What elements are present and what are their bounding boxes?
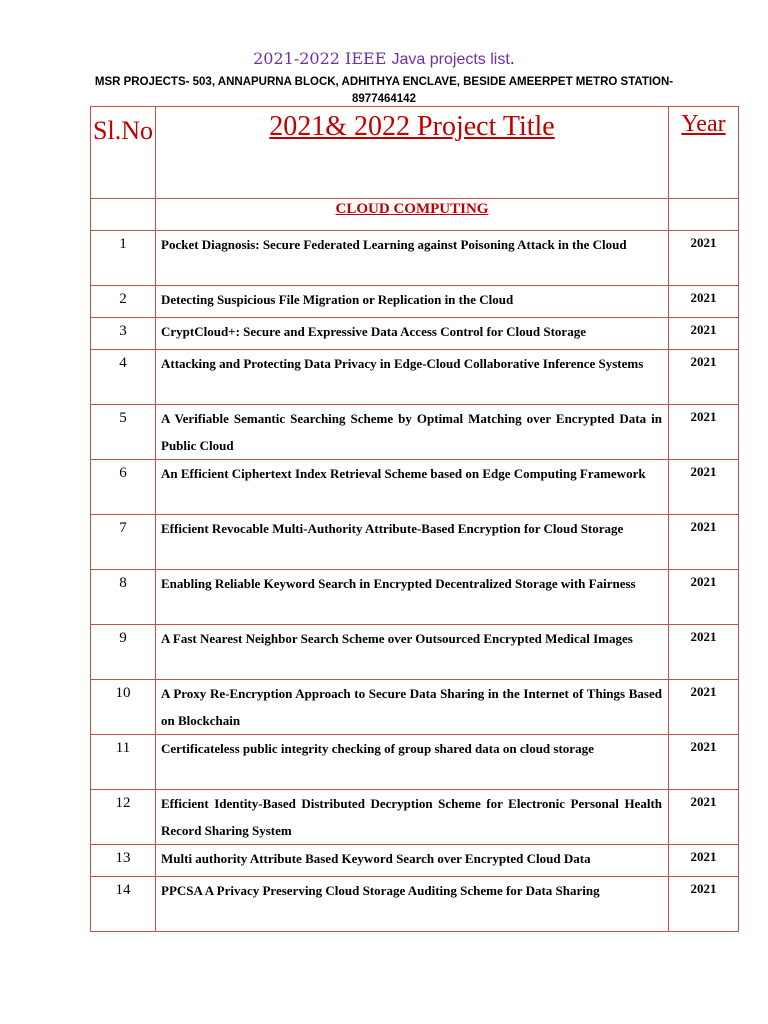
section-empty-cell [91,199,156,231]
row-year: 2021 [669,625,739,680]
row-project-title: Efficient Identity-Based Distributed Decryption Scheme for Electronic Personal Health Record Sharing System [156,790,669,845]
row-serial-number: 3 [91,318,156,350]
column-header-year-text: Year [681,111,726,137]
title-suffix-text: Java projects list [391,51,510,68]
row-serial-number: 10 [91,680,156,735]
row-project-title: Attacking and Protecting Data Privacy in Edge-Cloud Collaborative Inference Systems [156,350,669,405]
row-project-title: Detecting Suspicious File Migration or Replication in the Cloud [156,286,669,318]
section-row [91,199,739,231]
column-header-title [156,107,669,199]
row-year: 2021 [669,570,739,625]
row-year: 2021 [669,515,739,570]
row-serial-number: 2 [91,286,156,318]
title-dot: . [509,49,515,68]
section-heading: CLOUD COMPUTING [156,199,669,231]
row-year: 2021 [669,735,739,790]
column-header-title-text: 2021& 2022 Project Title [269,111,555,142]
column-header-year [669,107,739,199]
row-project-title: PPCSA A Privacy Preserving Cloud Storage Auditing Scheme for Data Sharing [156,877,669,932]
row-year: 2021 [669,350,739,405]
address-line: MSR PROJECTS- 503, ANNAPURNA BLOCK, ADHITHYA ENCLAVE, BESIDE AMEERPET METRO STATION- 8977464142 [94,76,674,105]
table-row [91,735,739,790]
row-year: 2021 [669,460,739,515]
row-year: 2021 [669,231,739,286]
table-row [91,460,739,515]
document-title [0,50,768,69]
row-project-title: A Fast Nearest Neighbor Search Scheme over Outsourced Encrypted Medical Images [156,625,669,680]
row-serial-number: 11 [91,735,156,790]
row-serial-number: 4 [91,350,156,405]
row-serial-number: 1 [91,231,156,286]
row-year: 2021 [669,405,739,460]
projects-table [90,106,739,932]
row-year: 2021 [669,790,739,845]
table-row [91,350,739,405]
row-serial-number: 8 [91,570,156,625]
row-serial-number: 5 [91,405,156,460]
table-header-row [91,107,739,199]
row-project-title: Efficient Revocable Multi-Authority Attribute-Based Encryption for Cloud Storage [156,515,669,570]
row-project-title: CryptCloud+: Secure and Expressive Data Access Control for Cloud Storage [156,318,669,350]
table-row [91,790,739,845]
row-serial-number: 9 [91,625,156,680]
table-row [91,318,739,350]
row-project-title: An Efficient Ciphertext Index Retrieval Scheme based on Edge Computing Framework [156,460,669,515]
table-row [91,231,739,286]
column-header-slno: Sl.No [91,107,156,199]
table-row [91,570,739,625]
row-year: 2021 [669,318,739,350]
table-row [91,680,739,735]
table-row [91,845,739,877]
row-year: 2021 [669,845,739,877]
table-row [91,286,739,318]
row-serial-number: 12 [91,790,156,845]
row-year: 2021 [669,286,739,318]
table-row [91,625,739,680]
row-project-title: Pocket Diagnosis: Secure Federated Learning against Poisoning Attack in the Cloud [156,231,669,286]
row-serial-number: 6 [91,460,156,515]
table-row [91,877,739,932]
row-year: 2021 [669,680,739,735]
row-serial-number: 13 [91,845,156,877]
row-project-title: A Verifiable Semantic Searching Scheme by Optimal Matching over Encrypted Data in Public Cloud [156,405,669,460]
section-empty-cell [669,199,739,231]
table-row [91,405,739,460]
row-project-title: Multi authority Attribute Based Keyword Search over Encrypted Cloud Data [156,845,669,877]
table-row [91,515,739,570]
row-project-title: Certificateless public integrity checking of group shared data on cloud storage [156,735,669,790]
title-year-text: 2021-2022 IEEE [253,49,387,68]
row-serial-number: 7 [91,515,156,570]
row-year: 2021 [669,877,739,932]
row-serial-number: 14 [91,877,156,932]
row-project-title: Enabling Reliable Keyword Search in Encrypted Decentralized Storage with Fairness [156,570,669,625]
row-project-title: A Proxy Re-Encryption Approach to Secure Data Sharing in the Internet of Things Based on Blockchain [156,680,669,735]
